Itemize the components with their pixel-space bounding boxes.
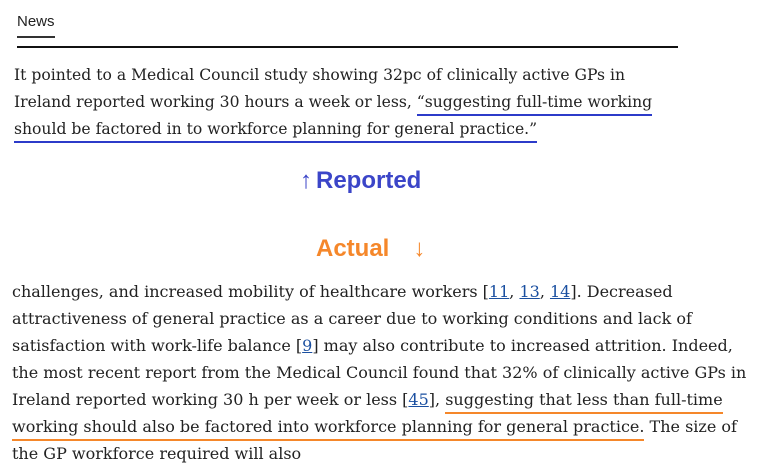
citation-link[interactable]: 14 xyxy=(549,282,571,301)
actual-text-part: ]. Decreased attractiveness of general practice as a career due to working conditions and lack of satisfaction with work-life balance [ xyxy=(12,282,692,355)
header-divider xyxy=(17,46,678,48)
arrow-up-icon: ↑ xyxy=(300,167,312,194)
citation-separator: , xyxy=(539,282,550,301)
actual-text-part: challenges, and increased mobility of healthcare workers [ xyxy=(12,282,489,301)
actual-text-part: ] may also contribute to increased attrition. Indeed, the most recent report from the Medical Council found that 32% of clinically active GPs in Ireland reported working 30 h per week or less [ xyxy=(12,336,747,409)
citation-separator: , xyxy=(509,282,520,301)
citation-link[interactable]: 45 xyxy=(408,390,429,409)
citation-link[interactable]: 13 xyxy=(519,282,540,301)
reported-paragraph xyxy=(14,62,674,143)
reported-quote: “suggesting full-time working should be factored in to workforce planning for general practice.” xyxy=(14,93,652,143)
reported-text-body: It pointed to a Medical Council study showing 32pc of clinically active GPs in Ireland reported working 30 hours a week or less, xyxy=(14,66,626,111)
citation-link[interactable]: 9 xyxy=(302,336,313,355)
reported-label xyxy=(296,167,421,195)
actual-text-part: The size of the GP workforce required will also xyxy=(12,417,737,463)
arrow-down-icon: ↓ xyxy=(413,235,426,262)
citation-link[interactable]: 11 xyxy=(488,282,510,301)
actual-quote-highlight: suggesting that less than full-time working should also be factored into workforce planning for general practice. xyxy=(12,390,723,441)
actual-label xyxy=(316,235,429,263)
actual-paragraph xyxy=(12,278,762,467)
actual-text-part: ], xyxy=(428,390,446,409)
actual-label-text: Actual xyxy=(316,235,390,262)
news-tab[interactable]: News xyxy=(17,13,55,38)
reported-label-text: Reported xyxy=(316,167,422,194)
